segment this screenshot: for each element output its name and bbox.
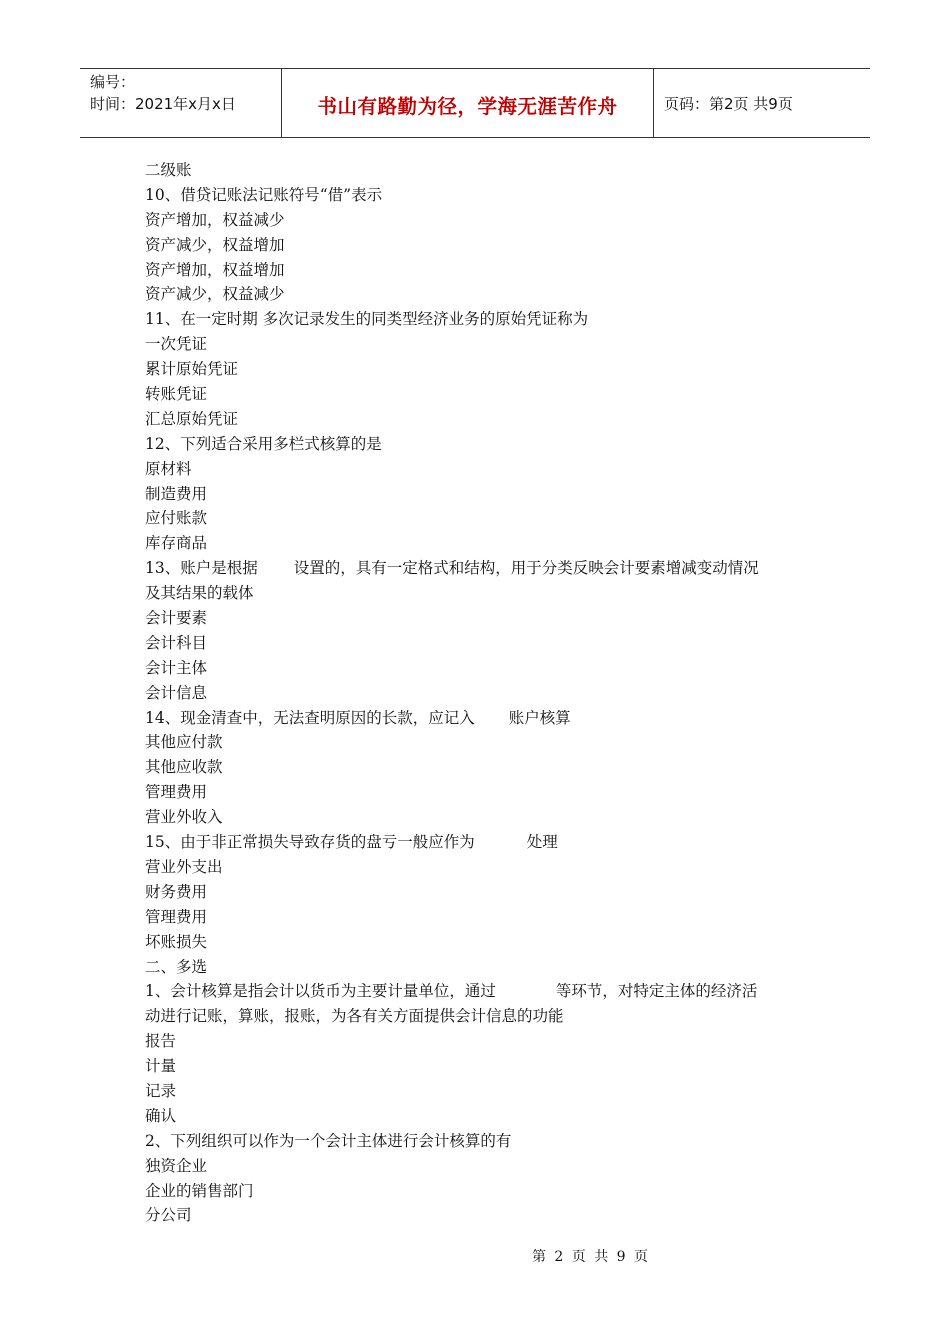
page-header <box>80 68 870 138</box>
line-text: 11、在一定时期 多次记录发生的同类型经济业务的原始凭证称为 <box>145 310 589 329</box>
text-line <box>145 1079 825 1104</box>
line-text: 资产减少，权益减少 <box>145 285 285 304</box>
line-text: 会计主体 <box>145 658 208 677</box>
text-line <box>145 1154 825 1179</box>
text-line <box>145 258 825 283</box>
line-text: 会计科目 <box>145 633 208 652</box>
line-text: 其他应付款 <box>145 733 223 752</box>
line-text: 原材料 <box>145 459 192 478</box>
text-line <box>145 955 825 980</box>
text-line <box>145 930 825 955</box>
text-line <box>145 905 825 930</box>
text-line <box>145 855 825 880</box>
text-line <box>145 1029 825 1054</box>
text-line <box>145 805 825 830</box>
line-text: 二、多选 <box>145 957 208 976</box>
text-line <box>145 233 825 258</box>
line-text: 15、由于非正常损失导致存货的盘亏一般应作为 <box>145 833 475 852</box>
text-line <box>145 556 825 581</box>
line-text: 二级账 <box>145 161 192 179</box>
text-line <box>145 357 825 382</box>
line-text: 管理费用 <box>145 907 208 926</box>
text-line <box>145 880 825 905</box>
document-body <box>145 158 825 1228</box>
line-text: 会计信息 <box>145 683 208 702</box>
text-line <box>145 1203 825 1228</box>
line-text: 计量 <box>145 1057 177 1076</box>
line-text: 累计原始凭证 <box>145 360 239 379</box>
text-line <box>145 457 825 482</box>
text-line <box>145 407 825 432</box>
line-text: 分公司 <box>145 1206 192 1225</box>
line-text-continued: 设置的，具有一定格式和结构，用于分类反映会计要素增减变动情况 <box>293 559 759 578</box>
serial-label: 编号： <box>90 73 136 91</box>
text-line <box>145 631 825 656</box>
header-page-info: 页码：第2页 共9页 <box>664 94 793 113</box>
line-text: 资产增加，权益减少 <box>145 210 285 229</box>
line-text: 应付账款 <box>145 509 208 528</box>
text-line <box>145 681 825 706</box>
text-line <box>145 1104 825 1129</box>
text-line <box>145 332 825 357</box>
text-line <box>145 730 825 755</box>
line-text: 资产增加，权益增加 <box>145 260 285 279</box>
line-text: 12、下列适合采用多栏式核算的是 <box>145 434 382 453</box>
text-line <box>145 780 825 805</box>
text-line <box>145 1004 825 1029</box>
page-footer: 第 2 页 共 9 页 <box>531 1249 649 1265</box>
text-line <box>145 482 825 507</box>
text-line <box>145 656 825 681</box>
line-text: 报告 <box>145 1032 177 1051</box>
text-line <box>145 531 825 556</box>
line-text: 坏账损失 <box>145 932 208 951</box>
header-motto: 书山有路勤为径，学海无涯苦作舟 <box>282 69 654 137</box>
text-line <box>145 307 825 332</box>
text-line <box>145 506 825 531</box>
line-text: 汇总原始凭证 <box>145 409 239 428</box>
text-line <box>145 1179 825 1204</box>
text-line <box>145 830 825 855</box>
line-text: 及其结果的载体 <box>145 584 254 603</box>
text-line <box>145 208 825 233</box>
line-text: 营业外收入 <box>145 808 223 827</box>
text-line <box>145 581 825 606</box>
line-text: 2、下列组织可以作为一个会计主体进行会计核算的有 <box>145 1131 512 1150</box>
line-text: 一次凭证 <box>145 335 208 354</box>
text-line <box>145 1054 825 1079</box>
text-line <box>145 979 825 1004</box>
text-line <box>145 158 825 183</box>
text-line <box>145 282 825 307</box>
line-text: 制造费用 <box>145 484 208 503</box>
line-text: 营业外支出 <box>145 857 223 876</box>
text-line <box>145 755 825 780</box>
line-text: 转账凭证 <box>145 385 208 404</box>
text-line <box>145 432 825 457</box>
line-text-continued: 账户核算 <box>508 708 571 727</box>
line-text: 记录 <box>145 1081 177 1100</box>
line-text: 独资企业 <box>145 1156 208 1175</box>
time-label: 时间：2021年x月x日 <box>90 95 236 113</box>
text-line <box>145 1129 825 1154</box>
text-line <box>145 706 825 731</box>
line-text-continued: 等环节，对特定主体的经济活 <box>555 982 758 1001</box>
line-text: 14、现金清查中，无法查明原因的长款，应记入 <box>145 708 475 727</box>
line-text-continued: 处理 <box>526 833 558 852</box>
line-text: 资产减少，权益增加 <box>145 235 285 254</box>
line-text: 确认 <box>145 1106 177 1125</box>
line-text: 财务费用 <box>145 882 208 901</box>
line-text: 会计要素 <box>145 609 208 628</box>
line-text: 管理费用 <box>145 783 208 802</box>
line-text: 企业的销售部门 <box>145 1181 254 1200</box>
text-line <box>145 183 825 208</box>
text-line <box>145 606 825 631</box>
line-text: 其他应收款 <box>145 758 223 777</box>
line-text: 13、账户是根据 <box>145 559 258 578</box>
line-text: 1、会计核算是指会计以货币为主要计量单位，通过 <box>145 982 496 1001</box>
header-meta <box>80 69 282 137</box>
line-text: 库存商品 <box>145 534 208 553</box>
line-text: 10、借贷记账法记账符号“借”表示 <box>145 185 383 204</box>
text-line <box>145 382 825 407</box>
line-text: 动进行记账，算账，报账，为各有关方面提供会计信息的功能 <box>145 1007 564 1026</box>
